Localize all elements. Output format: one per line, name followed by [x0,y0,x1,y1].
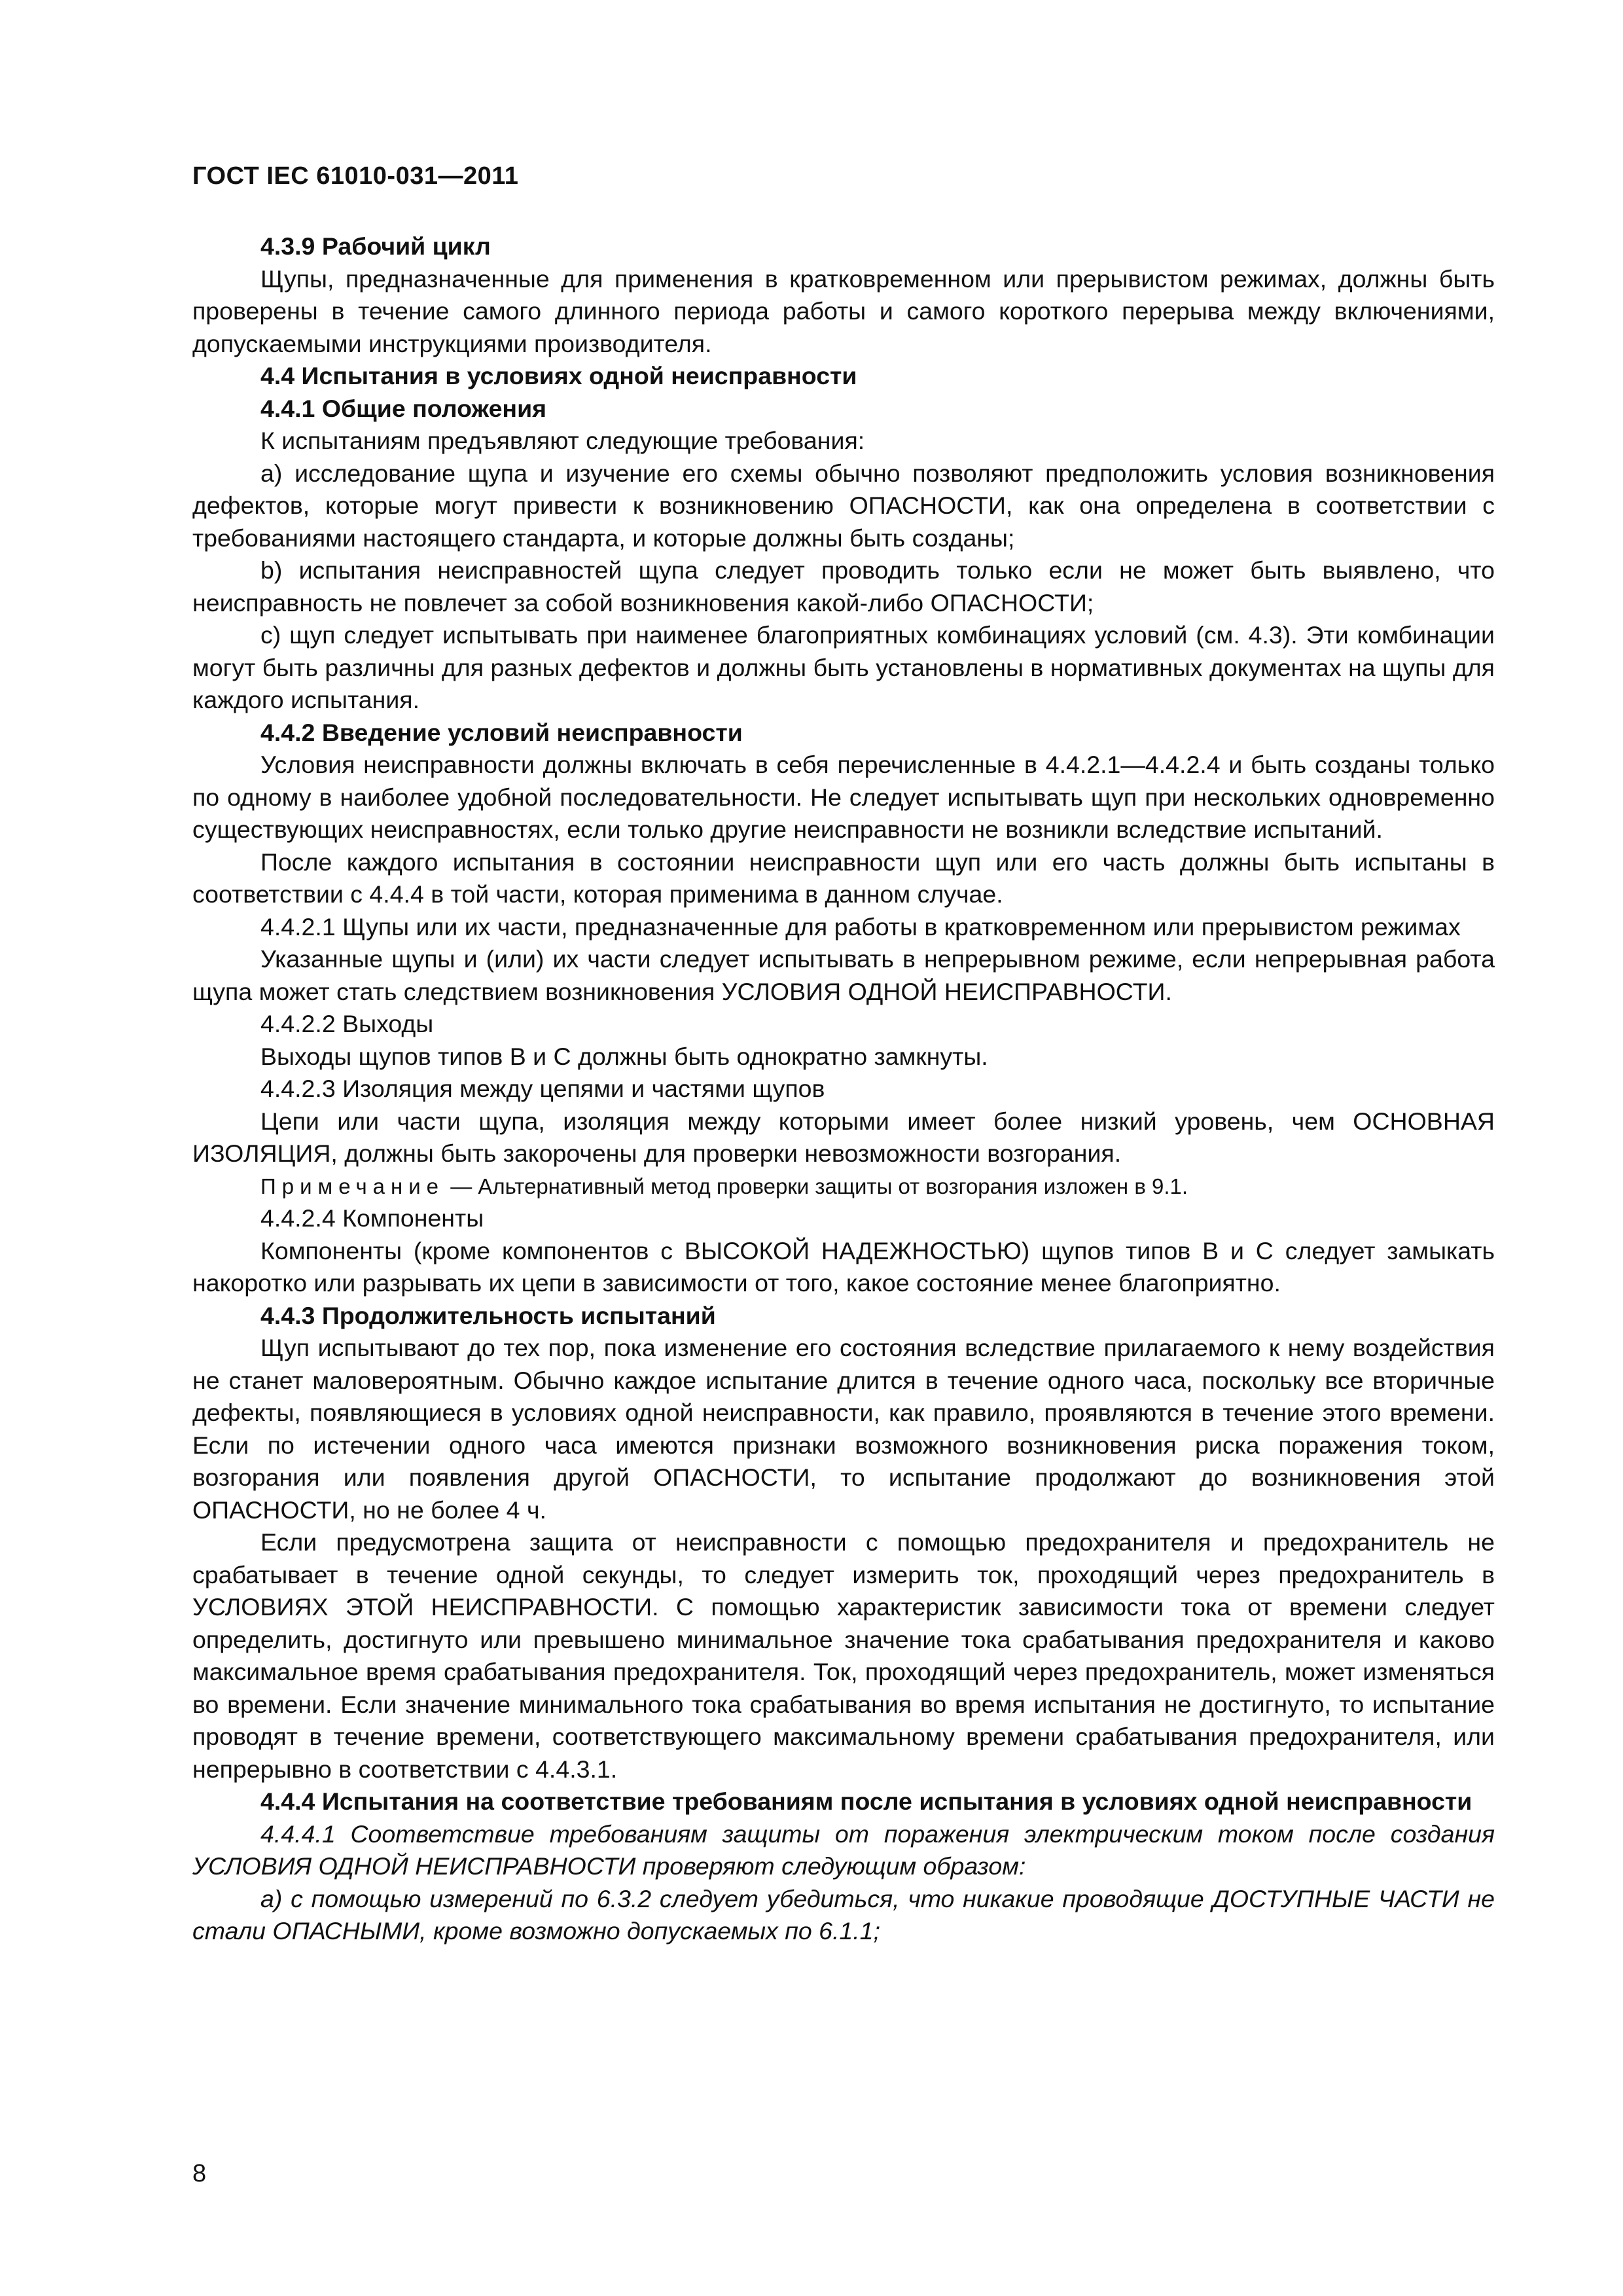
paragraph: После каждого испытания в состоянии неисправности щуп или его часть должны быть испытаны в соответствии с 4.4.4 в той части, которая применима в данном случае. [192,848,1495,908]
note-text: — Альтернативный метод проверки защиты от возгорания изложен в 9.1. [450,1174,1188,1198]
list-item: b) испытания неисправностей щупа следует проводить только если не может быть выявлено, что неисправность не повлечет за собой возникновения какой-либо ОПАСНОСТИ; [192,556,1495,617]
paragraph: 4.4.4.1 Соответствие требованиям защиты от поражения электрическим током после создания УСЛОВИЯ ОДНОЙ НЕИСПРАВНОСТИ проверяют следующим образом: [192,1820,1495,1880]
paragraph: Выходы щупов типов В и С должны быть однократно замкнуты. [260,1042,988,1070]
document-header: ГОСТ IEC 61010-031—2011 [192,162,519,190]
paragraph: Компоненты (кроме компонентов с ВЫСОКОЙ НАДЕЖНОСТЬЮ) щупов типов В и С следует замыкать накоротко или разрывать их цепи в зависимости от того, какое состояние менее благоприятно. [192,1236,1495,1297]
document-body [192,230,1495,1948]
section-heading-4-4: 4.4 Испытания в условиях одной неисправности [260,362,857,389]
paragraph: Если предусмотрена защита от неисправности с помощью предохранителя и предохранитель не срабатывает в течение одной секунды, то следует измерить ток, проходящий через предохранитель в УСЛОВИЯХ ЭТОЙ НЕИСПРАВНОСТИ. С помощью характеристик зависимости тока от времени следует определить, достигнуто или превышено минимальное значение тока срабатывания предохранителя и каково максимальное время срабатывания предохранителя. Ток, проходящий через предохранитель, может изменяться во времени. Если значение минимального тока срабатывания во время испытания не достигнуто, то испытание проводят в течение времени, соответствующего максимальному времени срабатывания предохранителя, или непрерывно в соответствии с 4.4.3.1. [192,1528,1495,1783]
paragraph: Щуп испытывают до тех пор, пока изменение его состояния вследствие прилагаемого к нему воздействия не станет маловероятным. Обычно каждое испытание длится в течение одного часа, поскольку все вторичные дефекты, появляющиеся в условиях одной неисправности, как правило, проявляются в течение этого времени. Если по истечении одного часа имеются признаки возможного возникновения риска поражения током, возгорания или появления другой ОПАСНОСТИ, то испытание продолжают до возникновения этой ОПАСНОСТИ, но не более 4 ч. [192,1334,1495,1524]
subsection-title-4-4-2-1: 4.4.2.1 Щупы или их части, предназначенные для работы в кратковременном или прерывистом режимах [260,912,1461,941]
subsection-title-4-4-2-4: 4.4.2.4 Компоненты [260,1204,484,1232]
list-item: а) исследование щупа и изучение его схемы обычно позволяют предположить условия возникновения дефектов, которые могут привести к возникновению ОПАСНОСТИ, как она определена в соответствии с требованиями настоящего стандарта, и которые должны быть созданы; [192,459,1495,552]
paragraph: Указанные щупы и (или) их части следует испытывать в непрерывном режиме, если непрерывная работа щупа может стать следствием возникновения УСЛОВИЯ ОДНОЙ НЕИСПРАВНОСТИ. [192,945,1495,1005]
paragraph: Условия неисправности должны включать в себя перечисленные в 4.4.2.1—4.4.2.4 и быть созданы только по одному в наиболее удобной последовательности. Не следует испытывать щуп при нескольких одновременно существующих неисправностях, если только другие неисправности не возникли вследствие испытаний. [192,751,1495,843]
section-heading-4-3-9: 4.3.9 Рабочий цикл [260,232,491,260]
list-item: а) с помощью измерений по 6.3.2 следует убедиться, что никакие проводящие ДОСТУПНЫЕ ЧАСТИ не стали ОПАСНЫМИ, кроме возможно допускаемых по 6.1.1; [192,1884,1495,1945]
note-label: Примечание [260,1174,445,1198]
note [192,1170,1495,1203]
subsection-title-4-4-2-3: 4.4.2.3 Изоляция между цепями и частями щупов [260,1075,825,1102]
paragraph: Цепи или части щупа, изоляция между которыми имеет более низкий уровень, чем ОСНОВНАЯ ИЗОЛЯЦИЯ, должны быть закорочены для проверки невозможности возгорания. [192,1107,1495,1167]
paragraph: К испытаниям предъявляют следующие требования: [260,427,865,454]
paragraph: Щупы, предназначенные для применения в кратковременном или прерывистом режимах, должны быть проверены в течение самого длинного периода работы и самого короткого перерыва между включениями, допускаемыми инструкциями производителя. [192,264,1495,357]
section-heading-4-4-4: 4.4.4 Испытания на соответствие требованиям после испытания в условиях одной неисправности [260,1787,1472,1815]
section-heading-4-4-2: 4.4.2 Введение условий неисправности [260,718,743,746]
section-heading-4-4-1: 4.4.1 Общие положения [260,394,547,422]
subsection-title-4-4-2-2: 4.4.2.2 Выходы [260,1010,434,1037]
section-heading-4-4-3: 4.4.3 Продолжительность испытаний [260,1301,716,1329]
list-item: c) щуп следует испытывать при наименее благоприятных комбинациях условий (см. 4.3). Эти комбинации могут быть различны для разных дефектов и должны быть установлены в нормативных документах на щупы для каждого испытания. [192,621,1495,713]
page-number: 8 [192,2160,207,2187]
